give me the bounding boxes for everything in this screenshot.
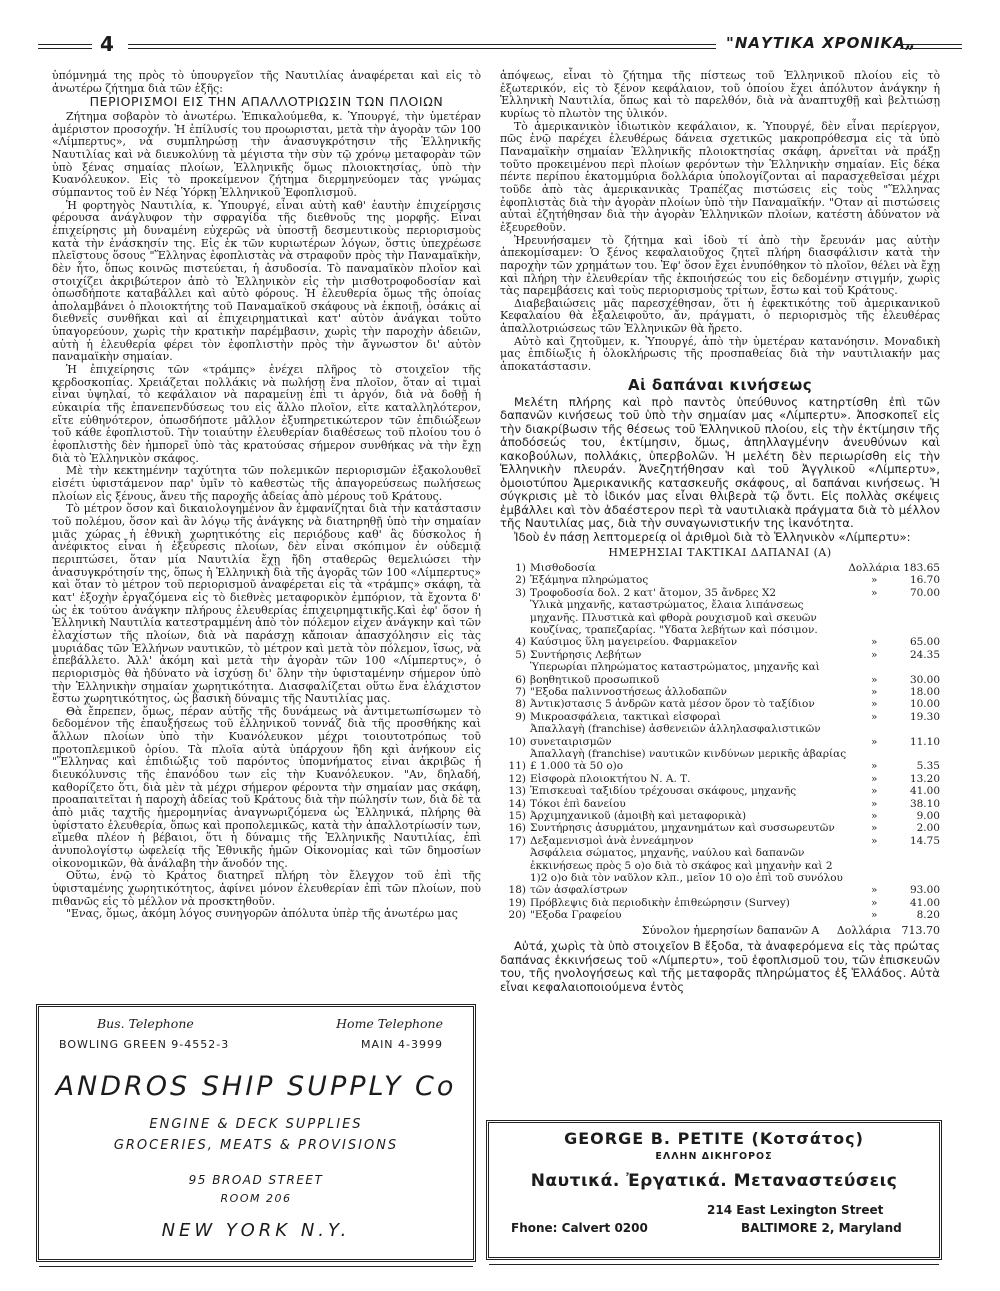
ad-room: ROOM 206 [220,1192,292,1205]
expense-amount: 18.00 [909,685,940,698]
ad-address: 95 BROAD STREET [188,1173,324,1187]
petite-lawyer-ad [486,1120,942,1260]
expense-description: Δεξαμενισμοὶ ἀνὰ ἐννεάμηνον [530,834,694,847]
header-rule-right [900,44,962,49]
expense-description: "Εξοδα παλιννοστήσεως ἀλλοδαπῶν [530,685,727,698]
expense-description: Πρόβλεψις διὰ περιοδικὴν ἐπιθεώρησιν (Survey) [530,896,790,909]
expense-row [500,723,940,748]
expense-currency: » [870,698,878,711]
expense-row [500,562,940,574]
expense-row [500,661,940,686]
expense-description: "Εξοδα Γραφείου [530,909,622,922]
andros-ship-supply-ad [36,1004,476,1262]
expense-row [500,785,940,797]
expense-currency: » [870,822,878,835]
expense-number: 3) [515,586,526,599]
paragraph: Θὰ ἔπρεπεν, ὅμως, πέραν αὐτῆς τῆς δυνάμεως νὰ ἀντιμετωπίσωμεν τὸ δεδομένον τῆς ἐπαυξήσεως τοῦ ἑλληνικοῦ τοννάζ διὰ τῆς προσθήκης καὶ ἄλλων πλοίων ὑπὸ τὴν Κυανόλευκον μέχρι τοιουτοτρόπως τοῦ προτοπλεμικοῦ ὁρίου. Τὰ πλοῖα αὐτὰ ὑπάρχουν ἤδη καὶ ἀνήκουν εἰς "Ἕλληνας καὶ ἐπιδιώξις τοῦ παρόντος ὑπομνήματος εἶναι ἀκριβῶς ἡ διευκόλυνσις τῆς ἐπανόδου των εἰς τὴν Κυανόλευκον. "Αν, δηλαδή, καθορίζετο ὅτι, διὰ μὲν τὰ μέχρι σήμερον φέροντα τὴν σημαίαν μας σκάφη, προαπαιτεῖται ἡ παροχὴ ἀδείας τοῦ Κράτους διὰ τὴν πώλησίν των, διὰ δὲ τὰ ἀπὸ μιᾶς ταχτῆς ἡμερομηνίας ἀναγνωριζόμενα ὡς Ἑλληνικά, πλήρης θὰ ὑφίστατο ἐλευθερία, ὅπως καὶ προπολεμικῶς, κατὰ τὴν ἀπαλλοτρίωσίν των, εἴμεθα πλέον ἡ βέβαιοι, ὅτι ἡ δύναμις τῆς Ἑλληνικῆς Ναυτιλίας, ἐπὶ ἀνυπολογίστῳ ὠφελείᾳ τῆς Ἐθνικῆς ἡμῶν Οἰκονομίας καὶ τῶν δημοσίων οἰκονομικῶν, θὰ ἀνάλαβη τὴν ἄνοδόν της. [52,704,481,870]
section-heading: Αἱ δαπάναι κινήσεως [627,375,812,394]
expense-row [500,698,940,710]
ad-bottom-rule [39,1261,473,1267]
expense-row [500,711,940,723]
expense-row [500,748,940,773]
expense-number: 8) [515,698,526,711]
expense-number: 14) [508,797,526,810]
expense-description: Ἀρχιμηχανικοῦ (ἀμοιβὴ καὶ μεταφορικὰ) [530,810,747,823]
expense-currency: Δολλάρια [848,561,900,574]
expense-description: Συντήρησις Λεβήτων [530,648,642,661]
expense-number: 12) [508,772,526,785]
total-currency: Δολλάρια [836,923,891,937]
paragraph: Διαβεβαιώσεις μᾶς παρεσχέθησαν, ὅτι ἡ ἐφεκτικότης τοῦ ἀμερικανικοῦ Κεφαλαίου θὰ ἐξαλειφοῦτο, ἄν, πράγματι, ὁ περιορισμὸς τῆς ἐλευθέρας ἀπαλλοτριώσεως τῶν Ἑλληνικῶν θὰ ἤρετο. [500,296,940,336]
expense-row [500,599,940,649]
expense-currency: » [870,673,878,686]
left-column [52,70,481,921]
expense-row [500,835,940,847]
expense-amount: 13.20 [909,772,940,785]
expense-amount: 30.00 [909,673,940,686]
expense-amount: 70.00 [909,586,940,599]
expense-currency: » [870,884,878,897]
expense-amount: 2.00 [916,822,940,835]
masthead: "ΝΑΥΤΙΚΑ ΧΡΟΝΙΚΑ„ [726,34,917,52]
expense-number: 18) [508,884,526,897]
expense-amount: 41.00 [909,896,940,909]
expense-description: Μικροασφάλεια, τακτικαὶ εἰσφοραὶ [530,710,721,723]
expense-amount: 93.00 [909,884,940,897]
expense-number: 13) [508,785,526,798]
expense-number: 16) [508,822,526,835]
expense-row [500,897,940,909]
paragraph: Τὸ ἀμερικανικὸν ἰδιωτικὸν κεφάλαιον, κ. Ὑπουργέ, δὲν εἶναι περίεργον, πῶς ἐνῷ παρέχει ἐλευθέρως δάνεια σχετικῶς μακροπρόθεσμα εἰς τὰ ὑπὸ Παναμαϊκὴν σημαίαν Ἑλληνικῆς πλοιοκτησίας σκάφη, ἀρνεῖται νὰ πράξῃ τοῦτο προκειμένου περὶ πλοίων φερόντων τὴν Ἑλληνικὴν σημαίαν. Εἰς δέκα πέντε περίπου ἑκατομμύρια δολλάρια ὑπολογίζονται αἱ παρασχεθεῖσαι μέχρι τοῦδε ἀπὸ τὰς ἀμερικανικὰς Τραπέζας πιστώσεις εἰς τοὺς "Ἕλληνας ἐφοπλιστὰς διὰ τὴν ἀγορὰν πλοίων ὑπὸ τὴν Παναμαϊκήν. "Οταν αἱ πιστώσεις αὐταὶ ἐζητήθησαν διὰ τὴν ἀγορὰν Ἑλληνικῶν πλοίων, κατέστη ἀδύνατον νὰ ἐξευρεθοῦν. [500,119,940,234]
expense-amount: 38.10 [909,797,940,810]
expense-amount: 10.00 [909,698,940,711]
expense-description: Ἀπαλλαγὴ (franchise) ναυτικῶν κινδύνων μερικῆς ἀβαρίας £ 1.000 τὰ 50 ο)ο [530,748,847,773]
expense-row [500,587,940,599]
expense-amount: 9.00 [916,810,940,823]
paragraph: Ἡ ἐπιχείρησις τῶν «τράμπς» ἐνέχει πλῆρος τὸ στοιχεῖον τῆς κερδοσκοπίας. Χρειάζεται πολλάκις νὰ πωλήσῃ ἕνα πλοῖον, ὅταν αἱ τιμαὶ εἶναι ὑψηλαί, τὸ κεφάλαιον νὰ παραμείνῃ ἐπὶ τι ἀργόν, διὰ νὰ δοθῇ ἡ εὐκαιρία τῆς ἐπανεπενδύσεως του εἰς ἄλλο πλοῖον, εἴτε καταλληλότερον, εἴτε εὐθηνότερον, ὁπωσδήποτε μᾶλλον ἐξυπηρετικώτερον τῶν ἐπιδιώξεων τοῦ κάθε ἐφοπλιστοῦ. Τὴν τοιαύτην ἐλευθερίαν διαθέσεως τοῦ πλοίου του ὁ ἐφοπλιστὴς δὲν ἠμπορεῖ ὑπὸ τὰς κρατούσας σήμερον συνθήκας νὰ τὴν ἔχῃ διὰ τὸ Ἑλληνικὸν σκάφος. [52,363,481,465]
paragraph: "Ενας, ὅμως, ἀκόμη λόγος συνηγορῶν ἀπόλυτα ὑπὲρ τῆς ἀνωτέρω μας [66,907,458,921]
page-number: 4 [100,32,114,56]
expense-amount: 5.35 [916,760,940,773]
expense-row [500,773,940,785]
expense-row [500,810,940,822]
expense-row [500,909,940,921]
paragraph: Ἠρευνήσαμεν τὸ ζήτημα καὶ ἰδοὺ τί ἀπὸ τὴν ἔρευνάν μας αὐτὴν ἀπεκομίσαμεν: Ὁ ξένος κεφαλαιοῦχος ζητεῖ πλήρη διασφάλισιν κατὰ τὴν παροχὴν τῶν χρημάτων του. Ἐφ' ὅσον ἔχει ἐνυπόθηκον τὸ πλοῖον, θέλει νὰ ἔχῃ καὶ πλήρη τὴν ἐλευθερίαν τῆς ἐκποιήσεώς του εἰς δεδομένην στιγμήν, χωρὶς τὰς παρεμβάσεις καὶ τοὺς περιορισμοὺς τρίτων, ἔστω καὶ τοῦ Κράτους. [500,233,940,298]
expense-amount: 183.65 [903,561,940,574]
paragraph: Οὕτω, ἐνῷ τὸ Κράτος διατηρεῖ πλήρη τὸν ἔλεγχον τοῦ ἐπὶ τῆς ὑφισταμένης χωρητικότητος, ἀφίνει μόνον ἐλευθερίαν ἐπὶ τῶν πλοίων, ποὺ πιθανῶς εἰς τὸ μέλλον νὰ προσκτηθοῦν. [52,869,481,908]
expense-number: 9) [515,710,526,723]
expense-currency: » [870,785,878,798]
expense-number: 2) [515,574,526,587]
expense-description: Ἀσφάλεια σώματος, μηχανῆς, ναύλου καὶ δαπανῶν ἐκκινήσεως πρὸς 5 ο)ο διὰ τὸ σκάφος καὶ μηχανὴν καὶ 2 1)2 ο)ο διὰ τὸν ναῦλον κλπ., μεῖον 10 ο)ο ἐπὶ τοῦ συνόλου τῶν ἀσφαλίστρων [530,847,843,897]
lawyer-specialties: Ναυτικά. Ἐργατικά. Μεταναστεύσεις [530,1171,898,1191]
expenses-table-title: ΗΜΕΡΗΣΙΑΙ ΤΑΚΤΙΚΑΙ ΔΑΠΑΝΑΙ (Α) [608,546,832,560]
expense-row [500,847,940,897]
expense-currency: » [870,648,878,661]
expense-description: Ἀντικ)στασις 5 ἀνδρῶν κατὰ μέσον ὅρον τὸ ταξίδιον [530,698,815,711]
sans-paragraph: Μελέτη πλήρης καὶ πρὸ παντὸς ὑπεύθυνος κατηρτίσθη ἐπὶ τῶν δαπανῶν κινήσεως τοῦ ὑπὸ τὴν σημαίαν μας «Λίμπερτυ». Ἀποσκοπεῖ εἰς τὴν διακρίβωσιν τῆς θέσεως τοῦ Ἑλληνικοῦ πλοίου, εἰς τὴν ἐκτίμησιν τῆς ἀποδόσεώς του, ἐκτίμησιν, ὅμως, ἀπηλλαγμένην ἀνευθύνων καὶ κακοβούλων, πολλάκις, ὑπερβολῶν. Ἡ μελέτη δὲν περιωρίσθη εἰς τὴν Ἑλληνικὴν πλευράν. Ἀνεζητήθησαν καὶ τοῦ Ἀγγλικοῦ «Λίμπερτυ», ὁμοιοτύπου Ἀμερικανικῆς κατασκευῆς σκάφους, αἱ δαπάναι κινήσεως. Ἡ σύγκρισις μὲ τὸ ἰδικόν μας εἶναι θλιβερὰ τῷ ὄντι. Εἰς πολλὰς σκέψεις ἐμβάλλει καὶ τὸν ἀδαέστερον περὶ τὰ ναυτιλιακὰ πράγματα διὰ τὸ μέλλον τῆς Ναυτιλίας μας, διὰ τὴν συναγωνιστικήν της ἱκανότητα. [500,394,940,531]
expense-amount: 19.30 [909,710,940,723]
expense-description: Ἐπισκευαὶ ταξιδίου τρέχουσαι σκάφους, μηχανῆς [530,785,797,798]
expense-description: Τόκοι ἐπὶ δανείου [530,797,626,810]
expense-currency: » [870,909,878,922]
expense-currency: » [870,896,878,909]
expense-row [500,649,940,661]
expense-description: Ὑλικὰ μηχανῆς, καταστρώματος, ἔλαια λιπάνσεως μηχανῆς. Πλυστικὰ καὶ φθορὰ ρουχισμοῦ καὶ σκευῶν κουζίνας, τραπεζαρίας. "Υδατα λεβήτων καὶ πόσιμον. Καύσιμος ὕλη μαγειρείου. Φαρμακεῖον [530,599,818,649]
expense-description: Τροφοδοσία δολ. 2 κατ' ἄτομον, 35 ἄνδρες Χ2 [530,586,777,599]
firm-name: ANDROS SHIP SUPPLY Co [55,1071,457,1102]
expense-number: 19) [508,896,526,909]
expense-number: 20) [508,909,526,922]
expense-currency: » [870,834,878,847]
section-subheading: ΠΕΡΙΟΡΙΣΜΟΙ ΕΙΣ ΤΗΝ ΑΠΑΛΛΟΤΡΙΩΣΙΝ ΤΩΝ ΠΛΟΙΩΝ [89,94,444,110]
expense-amount: 14.75 [909,834,940,847]
expense-row [500,798,940,810]
expense-amount: 16.70 [909,574,940,587]
expense-description: Ἐξάμηνα πληρώματος [530,574,649,587]
expense-amount: 41.00 [909,785,940,798]
lawyer-street: 214 East Lexington Street [707,1203,884,1217]
lawyer-title: ΕΛΛΗΝ ΔΙΚΗΓΟΡΟΣ [655,1151,773,1162]
sans-paragraph: Ἰδοὺ ἐν πάσῃ λεπτομερείᾳ οἱ ἀριθμοὶ διὰ τὸ Ἑλληνικὸν «Λίμπερτυ»: [514,529,911,544]
total-amount: 713.70 [901,923,940,937]
expense-currency: » [870,710,878,723]
ad-line-supplies: ENGINE & DECK SUPPLIES [149,1117,363,1132]
right-column [500,70,940,994]
paragraph: Τὸ μέτρον ὅσον καὶ δικαιολογημένον ἂν ἐμφανίζηται διὰ τὴν κατάστασιν τοῦ πολέμου, ὅσον καὶ ἂν λόγῳ τῆς ἀνάγκης νὰ διατηρηθῇ ὑπὸ τὴν σημαίαν μιᾶς χώρας ἡ ἐθνικὴ χωρητικότης εἰς περιόδους καθ' ἃς δύσκολος ἡ ἀνέφικτος εἶναι ἡ ἐξεύρεσις πλοίων, δὲν εἶναι σκόπιμον ἐν οὐδεμιᾷ περιπτώσει, ὅταν μία Ναυτιλία ἔχῃ ἤδη σταθερῶς θεμελιώσει τὴν ἀνασυγκρότησίν της, ὅπως ἡ Ἑλληνικὴ διὰ τῆς ἀγορᾶς τῶν 100 «Λίμπερτυς» καὶ ὅταν τὸ μέτρον τοῦ περιορισμοῦ ἀναφέρεται εἰς τὰ «τράμπς» σκάφη, τὰ κατ' ἐξοχὴν ἐργαζόμενα εἰς τὸ διεθνὲς μεταφορικὸν ἐμπόριον, τὰ ἔχοντα δ' ὡς ἐκ τούτου ἀνάγκην πλήρους ἐλευθερίας ἐπιχειρηματικῆς.Καὶ ἐφ' ὅσον ἡ Ἑλληνικὴ Ναυτιλία κατεστραμμένη ἀπὸ τὸν πόλεμον εἶχεν ἀνάγκην καὶ τῶν ἐλαχίστων τῆς πλοίων, διὰ νὰ παράσχῃ κἄποιαν ἀπασχόλησιν εἰς τὰς μυριάδας τῶν Ἑλλήνων ναυτικῶν, τὸ μέτρον καὶ μετὰ τὸν πόλεμον, ἴσως, νὰ ἐπεβάλλετο. Ἀλλ' ἀκόμη καὶ μετὰ τὴν ἀγορὰν τῶν 100 «Λίμπερτυς», ὁ περιορισμὸς θὰ ἠδύνατο νὰ ἰσχύσῃ δι' ὅλην τὴν ὑφισταμένην σήμερον ὑπὸ τὴν Ἑλληνικὴν σημαίαν χωρητικότητα. Διασφαλίζεται οὕτω ἕνα ἐλάχιστον ἔστω χωρητικότητος, ὡς βασικὴ δύναμις τῆς Ναυτιλίας μας. [52,502,481,706]
expense-currency: » [870,586,878,599]
ad-city: NEW YORK N.Y. [161,1220,351,1241]
intro-paragraph: ὑπόμνημά της πρὸς τὸ ὑπουργεῖον τῆς Ναυτιλίας ἀναφέρεται καὶ εἰς τὸ ἀνωτέρω ζήτημα διὰ τῶν ἑξῆς: [52,69,481,95]
bus-telephone-number: BOWLING GREEN 9-4552-3 [59,1038,230,1051]
expense-row [500,686,940,698]
expense-currency: » [870,772,878,785]
home-telephone-number: MAIN 4-3999 [361,1038,443,1051]
expense-amount: 11.10 [909,735,940,748]
expense-number: 5) [515,648,526,661]
lawyer-name: GEORGE B. PETITE (Κοτσάτος) [564,1129,864,1148]
lawyer-phone: Fhone: Calvert 0200 [511,1221,648,1235]
expense-amount: 8.20 [916,909,940,922]
expense-currency: » [870,810,878,823]
expense-description: Μισθοδοσία [530,561,596,574]
expense-number: 11) [508,760,526,773]
expense-number: 10) [508,735,526,748]
paragraph: Ἡ φορτηγὸς Ναυτιλία, κ. Ὑπουργέ, εἶναι αὐτὴ καθ' ἑαυτὴν ἐπιχείρησις φέρουσα ἀνάγλυφον τὴν σφραγίδα τῆς διεθνοῦς της μορφῆς. Εἶναι ἐπιχείρησις μὴ δυναμένη εὐχερῶς νὰ ὑποστῇ δεσμευτικοὺς περιορισμοὺς κατὰ τὴν ἐνάσκησίν της. Εἰς ἐκ τῶν κυριωτέρων λόγων, ὅστις ὑπεχρέωσε πλεῖστους ὅσους "Ἕλληνας ἐφοπλιστὰς νὰ στραφοῦν πρὸς τὴν Παναμαϊκὴν, δὲν ἦτο, ὅπως κοινῶς πιστεύεται, ἡ ἀσυδοσία. Τὸ παναμαϊκὸν πλοῖον καὶ στοιχίζει ἀκριβώτερον ἀπὸ τὸ Ἑλληνικὸν εἰς τὴν μισθοτροφοδοσίαν καὶ ὁπωσδήποτε καταβάλλει καὶ αὐτὸ φόρους. Ἡ ἐλευθερία ὅμως τῆς ὁποίας ἀπολαμβάνει ὁ πλοιοκτήτης τοῦ Παναμαϊκοῦ σκάφους νὰ ἐκποιῇ, ὁσάκις αἱ διεθνεῖς συνθῆκαι καὶ αἱ ἐπιχειρηματικαὶ κατ' αὐτὸν ἀνάγκαι τοῦτο ὑπαγορεύουν, χωρὶς τὴν κρατικὴν παρέμβασιν, χωρὶς τὴν παροχὴν ἀδειῶν, αὐτὴ ἡ ἐλευθερία φέρει τὸν ἐφοπλιστὴν πρὸς τὴν ἄγνωστον δι' αὐτὸν παναμαϊκὴν σημαίαν. [52,198,481,364]
expense-number: 1) [515,561,526,574]
ad-line-provisions: GROCERIES, MEATS & PROVISIONS [113,1138,399,1153]
expense-row [500,822,940,834]
header-rule-left [38,44,92,49]
paragraph: Ζήτημα σοβαρὸν τὸ ἀνωτέρω. Ἐπικαλούμεθα, κ. Ὑπουργέ, τὴν ὑμετέραν ἀμέριστον προσοχήν. Ἡ ἐπίλυσίς του προωρισται, μετὰ τὴν ἀγορὰν τῶν 100 «Λίμπερτυς», νὰ συμπληρώσῃ τὴν ἀνασυγκρότησιν τῆς Ἑλληνικῆς Ναυτιλίας καὶ νὰ διευκολύνῃ τὰ μέγιστα τὴν σὺν τῷ χρόνῳ μεταφορὰν τῶν ὑπὸ ξένας σημαίας πλοίων, Ἑλληνικῆς ὅμως πλοιοκτησίας, ὑπὸ τὴν Κυανόλευκον. Εἰς τὸ προκείμενον ζήτημα διερμηνεύομεν τὰς γνώμας σύμπαντος τοῦ ἐν Νέᾳ Ὑόρκῃ Ἑλληνικοῦ Ἐφοπλισμοῦ. [52,109,481,199]
ad-bottom-rule [489,1259,939,1265]
expense-description: Ὑπερωρίαι πληρώματος καταστρώματος, μηχανῆς καὶ βοηθητικοῦ προσωπικοῦ [530,661,820,686]
expense-amount: 65.00 [909,636,940,649]
closing-paragraph: Αὐτά, χωρὶς τὰ ὑπὸ στοιχεῖον Β ἔξοδα, τὰ ἀναφερόμενα εἰς τὰς πρώτας δαπάνας ἐκκινήσεως τοῦ «Λίμπερτυ», τοῦ ἐφοπλισμοῦ του, τῶν ἐπισκευῶν του, τῆς ηνολογήσεως καὶ τῆς μεταφορᾶς πληρώματος ἐξ Ἑλλάδος. Αὐτὰ εἶναι κεφαλαιοποιούμενα ἐντὸς [500,939,940,994]
expense-row [500,574,940,586]
expense-currency: » [870,574,878,587]
expense-description: Εἰσφορὰ πλοιοκτήτου Ν. Α. Τ. [530,772,691,785]
home-telephone-label: Home Telephone [336,1016,443,1031]
expense-currency: » [870,735,878,748]
expense-currency: » [870,760,878,773]
expense-currency: » [870,685,878,698]
paragraph: Μὲ τὴν κεκτημένην ταχύτητα τῶν πολεμικῶν περιορισμῶν ἐξακολουθεῖ εἰσέτι ὑφιστάμενον παρ' ὑμῖν τὸ καθεστὼς τῆς ἀπαγορεύσεως πωλήσεως πλοίων εἰς ξένους, ἄνευ τῆς παροχῆς ἀδείας ἀπὸ μέρους τοῦ Κράτους. [52,464,481,503]
expense-currency: » [870,797,878,810]
page-header [38,34,962,56]
expense-number: 17) [508,834,526,847]
expenses-table [500,562,940,922]
paragraph: Αὐτὸ καὶ ζητοῦμεν, κ. Ὑπουργέ, ἀπὸ τὴν ὑμετέραν κατανόησιν. Μοναδικὴ μας ἐπιδίωξις ἡ ὁλοκλήρωσις τῆς προσπαθείας διὰ τὴν ναυτιλιακήν μας ἀποκατάστασιν. [500,334,940,374]
expense-currency: » [870,636,878,649]
expenses-total [500,925,940,938]
bus-telephone-label: Bus. Telephone [97,1016,194,1031]
expense-amount: 24.35 [909,648,940,661]
header-rule-middle [128,44,716,49]
expense-number: 7) [515,685,526,698]
expense-number: 15) [508,810,526,823]
paragraph: ἀπόψεως, εἶναι τὸ ζήτημα τῆς πίστεως τοῦ Ἑλληνικοῦ πλοίου εἰς τὸ ἐξωτερικόν, εἰς τὸ ξένον κεφάλαιον, τοῦ ὁποίου ἔχει ἀπόλυτον ἀνάγκην ἡ Ἑλληνικὴ Ναυτιλία, ὅπως καὶ τὸ παρελθόν, διὰ νὰ ἀναπτυχθῇ καὶ βελτιώσῃ κυρίως τὸ πλωτὸν της ὑλικόν. [500,69,940,120]
expense-description: Ἀπαλλαγὴ (franchise) ἀσθενειῶν ἀλληλασφαλιστικῶν συνεταιρισμῶν [530,723,821,748]
total-label: Σύνολον ἡμερησίων δαπανῶν Α [641,923,820,937]
expense-description: Συντήρησις ἀσυρμάτου, μηχανημάτων καὶ συσσωρευτῶν [530,822,835,835]
expense-number: 6) [515,673,526,686]
lawyer-city: BALTIMORE 2, Maryland [741,1221,902,1235]
expense-number: 4) [515,636,526,649]
